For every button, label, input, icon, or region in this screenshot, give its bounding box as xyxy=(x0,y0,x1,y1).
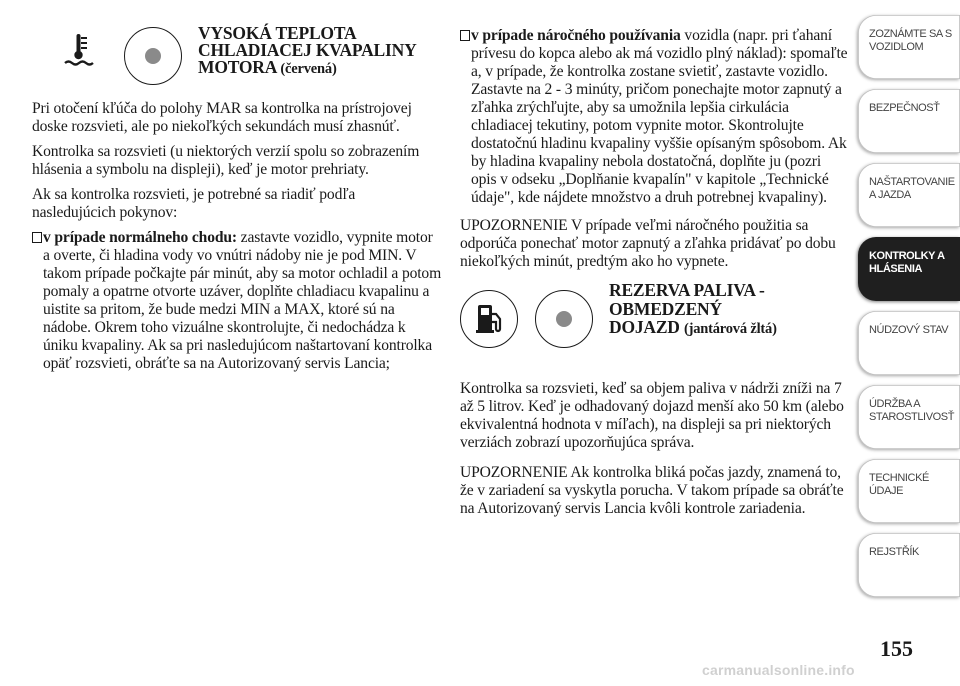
paragraph: Ak sa kontrolka rozsvieti, je potrebné sa riadiť podľa nasledujúcich pokynov: xyxy=(32,186,356,221)
tab-kontrolky[interactable]: KONTROLKY A HLÁSENIA xyxy=(858,237,960,301)
coolant-temperature-icon xyxy=(64,32,94,75)
right-column xyxy=(460,0,848,525)
color-note: (jantárová žltá) xyxy=(683,321,777,337)
paragraph: Kontrolka sa rozsvieti (u niektorých verzií spolu so zobrazením hlásenia a symbolu na displeji), keď je motor prehriaty. xyxy=(32,143,420,178)
tab-zoznamte-sa[interactable]: ZOZNÁMTE SA S VOZIDLOM xyxy=(858,15,960,79)
bullet-lead: v prípade normálneho chodu: xyxy=(43,229,237,246)
coolant-warning-header xyxy=(32,0,442,90)
paragraph: Pri otočení kľúča do polohy MAR sa kontrolka na prístrojovej doske rozsvieti, ale po niekoľkých sekundách musí zhasnúť. xyxy=(32,100,412,135)
tab-rejstrik[interactable]: REJSTŘÍK xyxy=(858,533,960,597)
title-line: DOJAZD xyxy=(609,317,680,337)
bullet-text: vozidla (napr. pri ťahaní prívesu do kopca alebo ak má vozidlo plný náklad): spomaľte a, v prípade, že kontrolka zostane svietiť, zastavte vozidlo. Zastavte na 2 - 3 minúty, pričom ponechajte motor zapnutý a zľahka zrýchľujte, aby sa umožnila lepšia cirkulácia chladiacej tekutiny, potom vypnite motor. Skontrolujte dostatočnú hladinu kvapaliny vyššie opísaným spôsobom. Ak by hladina kvapaliny nebola dostatočná, doplňte ju (pozri opis v odseku „Doplňanie kvapalín" v kapitole „Technické údaje", kde nájdete množstvo a druh potrebnej kvapaliny). xyxy=(471,27,848,206)
title-line: OBMEDZENÝ xyxy=(609,298,722,319)
tab-nudzovy-stav[interactable]: NÚDZOVÝ STAV xyxy=(858,311,960,375)
color-note: (červená) xyxy=(280,61,337,77)
page-number: 155 xyxy=(880,636,913,661)
coolant-warning-title xyxy=(198,25,417,78)
title-line: MOTORA xyxy=(198,57,277,77)
tab-bezpecnost[interactable]: BEZPEČNOSŤ xyxy=(858,89,960,153)
checkbox-bullet-icon xyxy=(32,232,42,243)
tab-udrzba[interactable]: ÚDRŽBA A STAROSTLIVOSŤ xyxy=(858,385,960,449)
lamp-indicator-dot xyxy=(145,48,161,64)
fuel-warning-header xyxy=(460,278,848,378)
warning-lamp xyxy=(124,27,182,85)
bullet-normal-operation xyxy=(32,229,442,373)
bullet-text: zastavte vozidlo, vypnite motor a overte, či hladina vody vo vnútri nádoby nie je pod MIN. V takom prípade počkajte pár minút, aby sa motor ochladil a potom pomaly a opatrne otvorte uzáver, doplňte chladiacu kvapalinu a uistite sa pritom, že bude medzi MIN a MAX, ktoré sú na nádobe. Okrem toho vizuálne skontrolujte, či nedochádza k úniku kvapaliny. Ak sa pri nasledujúcom naštartovaní kontrolka opäť rozsvieti, obráťte sa na Autorizovaný servis Lancia; xyxy=(43,229,442,372)
left-column xyxy=(32,0,442,380)
title-line: REZERVA PALIVA - xyxy=(609,280,765,300)
checkbox-bullet-icon xyxy=(460,30,470,41)
tab-nastartovanie[interactable]: NAŠTARTOVANIE A JAZDA xyxy=(858,163,960,227)
bullet-lead: v prípade náročného používania xyxy=(471,27,681,44)
watermark: carmanualsonline.info xyxy=(702,662,855,678)
fuel-pump-icon xyxy=(475,302,505,336)
note-paragraph: UPOZORNENIE V prípade veľmi náročného použitia sa odporúča ponechať motor zapnutý a zľahka pridávať po dobu niekoľkých minút, predtým ako ho vypnete. xyxy=(460,217,836,270)
title-line: CHLADIACEJ KVAPALINY xyxy=(198,40,417,60)
paragraph: Kontrolka sa rozsvieti, keď sa objem paliva v nádrži zníži na 7 až 5 litrov. Keď je odhadovaný dojazd menší ako 50 km (alebo ekvivalentná hodnota v míľach), na displeji sa pri niektorých verziách zobrazí upozorňujúca správa. xyxy=(460,380,844,451)
warning-lamp xyxy=(535,290,593,348)
tab-technicke-udaje[interactable]: TECHNICKÉ ÚDAJE xyxy=(858,459,960,523)
fuel-lamp xyxy=(460,290,518,348)
fuel-warning-title xyxy=(609,281,777,339)
note-paragraph: UPOZORNENIE Ak kontrolka bliká počas jazdy, znamená to, že v zariadení sa vyskytla porucha. V takom prípade sa obráťte na Autorizovaný servis Lancia kvôli kontrole zariadenia. xyxy=(460,464,844,517)
title-line: VYSOKÁ TEPLOTA xyxy=(198,23,357,43)
bullet-heavy-use xyxy=(460,27,848,207)
lamp-indicator-dot xyxy=(556,311,572,327)
